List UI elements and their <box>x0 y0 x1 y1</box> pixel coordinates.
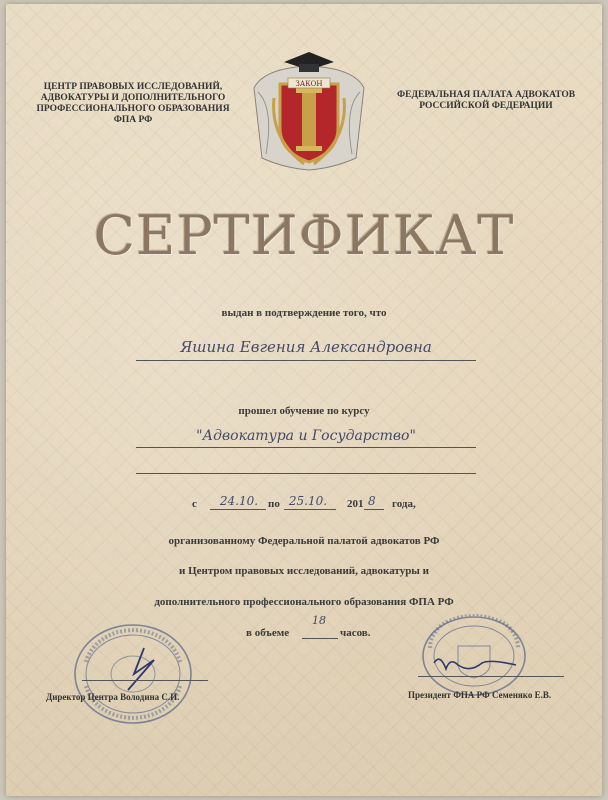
left-signature-caption: Директор Центра Володина С.И. <box>46 692 180 702</box>
course-underline-2 <box>136 473 476 474</box>
recipient-name: Яшина Евгения Александровна <box>180 338 432 356</box>
year-label: года, <box>392 498 416 510</box>
organizer-line-1: организованному Федеральной палатой адвокатов РФ <box>168 535 440 547</box>
volume-label: в объеме <box>246 627 290 639</box>
right-signature <box>430 649 520 679</box>
date-to-underline <box>284 509 336 510</box>
course-intro-text: прошел обучение по курсу <box>238 405 370 417</box>
right-signature-line <box>418 676 564 677</box>
year-digit: 8 <box>368 494 376 508</box>
course-name: "Адвокатура и Государство" <box>196 428 416 444</box>
date-from: 24.10. <box>219 494 259 508</box>
date-to-label: по <box>268 498 280 510</box>
year-underline <box>364 509 384 510</box>
organizer-line-3: дополнительного профессионального образования ФПА РФ <box>154 596 454 608</box>
right-signature-caption: Президент ФПА РФ Семеняко Е.В. <box>408 690 552 700</box>
certificate-title: СЕРТИФИКАТ <box>93 204 515 267</box>
organizer-line-2: и Центром правовых исследований, адвокатуры и <box>178 565 429 577</box>
course-underline-1 <box>136 447 476 448</box>
year-prefix: 201 <box>347 498 364 510</box>
date-from-underline <box>210 509 266 510</box>
certificate-sheet <box>6 4 602 796</box>
svg-text:ЗАКОН: ЗАКОН <box>295 80 323 88</box>
fpa-emblem-icon <box>244 48 374 178</box>
issued-text: выдан в подтверждение того, что <box>221 307 387 319</box>
left-signature <box>114 644 174 696</box>
volume-hours: 18 <box>312 614 326 627</box>
right-organization-header: ФЕДЕРАЛЬНАЯ ПАЛАТА АДВОКАТОВ РОССИЙСКОЙ ФЕДЕРАЦИИ <box>396 90 576 111</box>
date-from-label: с <box>192 498 197 510</box>
volume-underline <box>302 638 338 639</box>
date-to: 25.10. <box>288 494 328 508</box>
name-underline <box>136 360 476 361</box>
left-signature-line <box>82 680 208 681</box>
left-organization-header: ЦЕНТР ПРАВОВЫХ ИССЛЕДОВАНИЙ, АДВОКАТУРЫ И ДОПОЛНИТЕЛЬНОГО ПРОФЕССИОНАЛЬНОГО ОБРАЗОВАНИЯ ФПА РФ <box>36 82 230 125</box>
hours-label: часов. <box>340 627 371 639</box>
